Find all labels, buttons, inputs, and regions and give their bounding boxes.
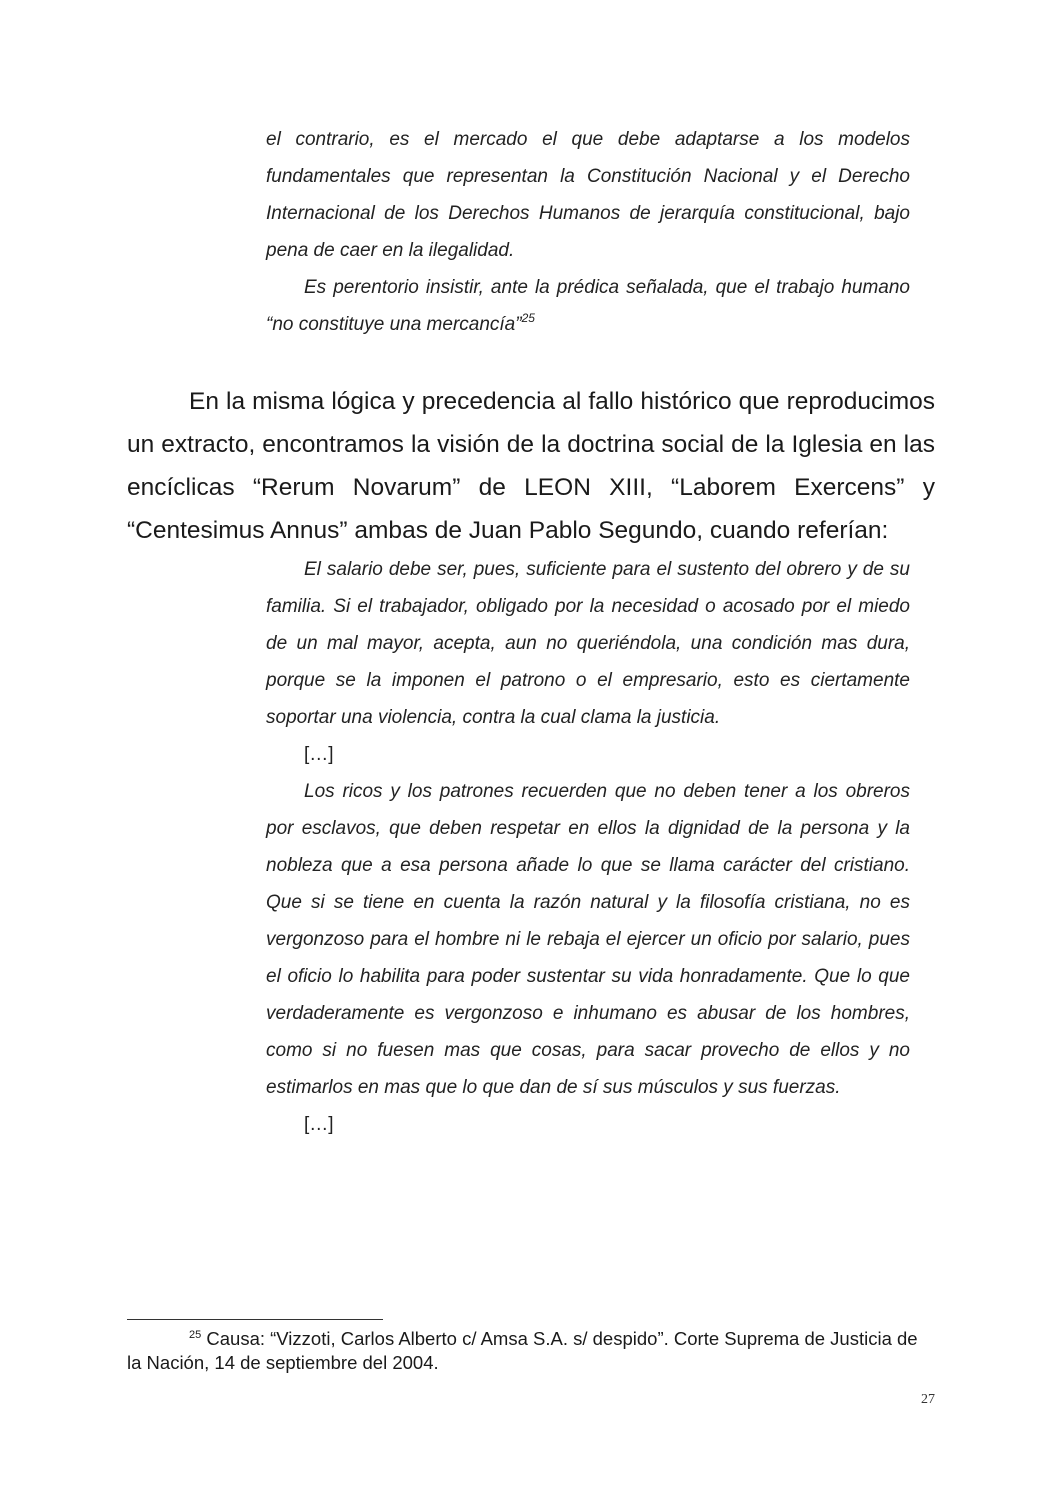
quote-paragraph [266,269,910,343]
footnote-text: Causa: “Vizzoti, Carlos Alberto c/ Amsa S.A. s/ despido”. Corte Suprema de Justicia de la Nación, 14 de septiembre del 2004. [127,1328,918,1373]
quote-paragraph: El salario debe ser, pues, suficiente para el sustento del obrero y de su familia. Si el trabajador, obligado por la necesidad o acosado por el miedo de un mal mayor, acepta, aun no queriéndola, una condición mas dura, porque se la imponen el patrono o el empresario, esto es ciertamente soportar una violencia, contra la cual clama la justicia. [266,559,910,728]
body-paragraph: En la misma lógica y precedencia al fallo histórico que reproducimos un extracto, encontramos la visión de la doctrina social de la Iglesia en las encíclicas “Rerum Novarum” de LEON XIII, “Laborem Exercens” y “Centesimus Annus” ambas de Juan Pablo Segundo, cuando referían: [127,388,935,544]
block-quote-encyclical [266,551,910,1143]
footnote-reference: 25 [521,311,535,325]
quote-paragraph: el contrario, es el mercado el que debe adaptarse a los modelos fundamentales que representan la Constitución Nacional y el Derecho Internacional de los Derechos Humanos de jerarquía constitucional, bajo pena de caer en la ilegalidad. [266,129,910,261]
footnote-separator [127,1319,383,1320]
block-quote-top [266,121,910,343]
quote-paragraph: Los ricos y los patrones recuerden que no deben tener a los obreros por esclavos, que deben respetar en ellos la dignidad de la persona y la nobleza que a esa persona añade lo que se llama carácter del cristiano. Que si se tiene en cuenta la razón natural y la filosofía cristiana, no es vergonzoso para el hombre ni le rebaja el ejercer un oficio por salario, pues el oficio lo habilita para poder sustentar su vida honradamente. Que lo que verdaderamente es vergonzoso e inhumano es abusar de los hombres, como si no fuesen mas que cosas, para sacar provecho de ellos y no estimarlos en mas que lo que dan de sí sus músculos y sus fuerzas. [266,781,910,1098]
omission-marker: […] [304,1114,334,1135]
footnote-number: 25 [189,1329,202,1341]
quote-paragraph-text: Es perentorio insistir, ante la prédica señalada, que el trabajo humano “no constituye una mercancía” [266,277,910,335]
omission-marker: […] [304,744,334,765]
footnote [127,1327,935,1375]
page-number: 27 [921,1392,935,1407]
